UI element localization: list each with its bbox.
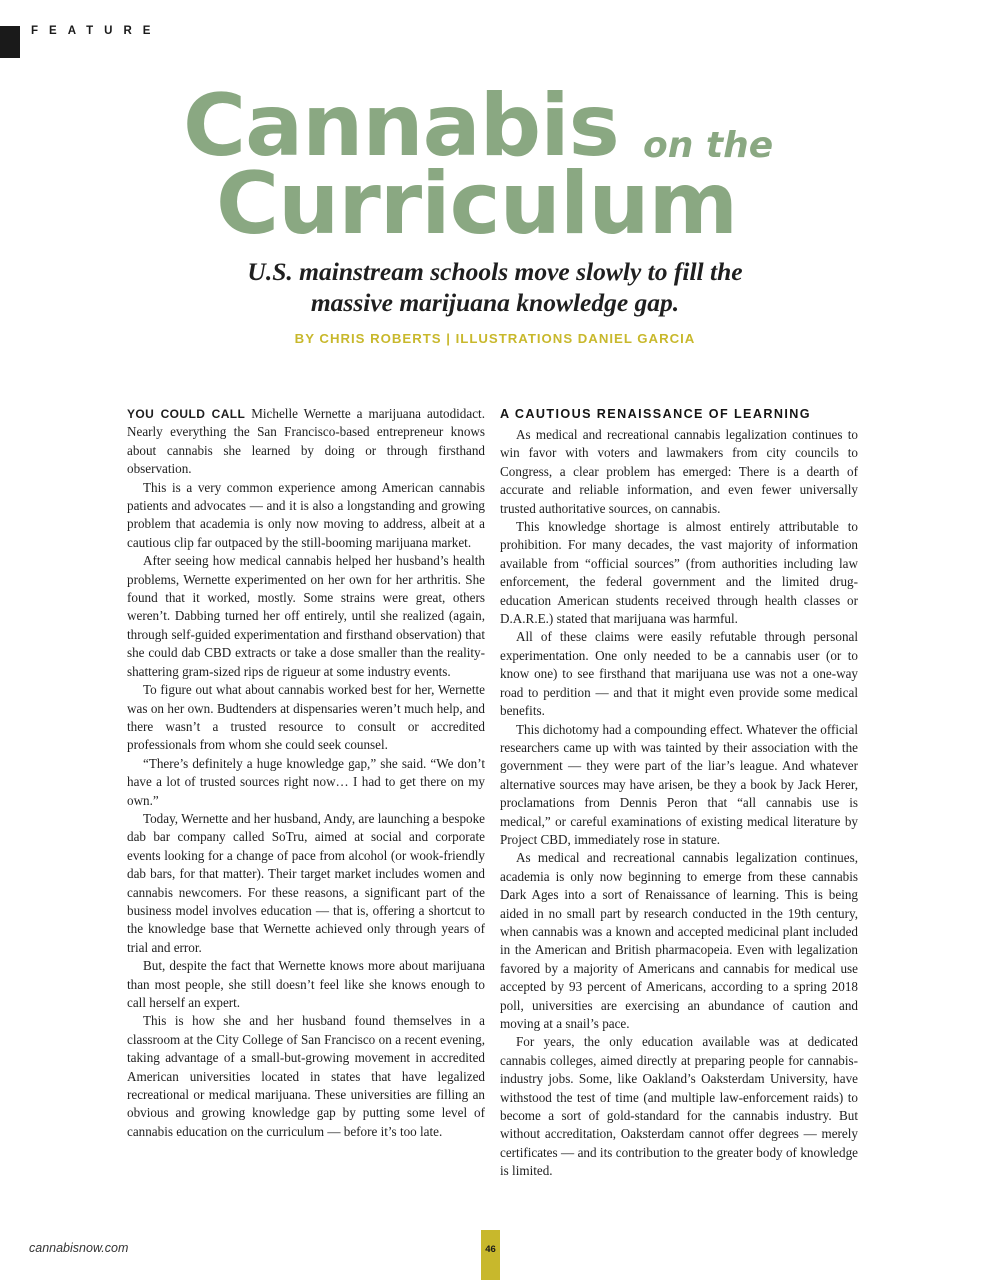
subtitle-line-1: U.S. mainstream schools move slowly to fill the (247, 257, 743, 286)
article-left-column (127, 405, 485, 1141)
article-paragraph: But, despite the fact that Wernette knows more about marijuana than most people, she still doesn’t feel like she knows enough to call herself an expert. (127, 958, 485, 1010)
headline-word-cannabis: Cannabis (183, 76, 619, 176)
page-number: 46 (481, 1230, 500, 1280)
article-paragraph: “There’s definitely a huge knowledge gap,” she said. “We don’t have a lot of trusted sources right now… I had to get there on my own.” (127, 755, 485, 808)
article-paragraph: This knowledge shortage is almost entirely attributable to prohibition. For many decades, the vast majority of information available from “official sources” (from authorities including law enforcement, the federal government and the limited drug-education American students received through health classes or D.A.R.E.) stated that marijuana was harmful. (500, 519, 858, 627)
article-paragraph: All of these claims were easily refutable through personal experimentation. One only needed to be a cannabis user (or to know one) to see firsthand that marijuana use was not a one-way road to perdition — and that it might even provide some medical benefits. (500, 629, 858, 719)
paragraph-text: Michelle Wernette a marijuana autodidact. Nearly everything the San Francisco-based entrepreneur knows about cannabis she learned by doing or through firsthand observation. (127, 406, 485, 477)
section-label: FEATURE (31, 25, 162, 37)
article-paragraph: This dichotomy had a compounding effect. Whatever the official researchers came up with was tainted by their association with the government — they were part of the liar’s league. And whatever alternative sources may have arisen, be they a book by Jack Herer, proclamations from Dennis Peron that “all cannabis use is medical,” or careful examinations of existing medical literature by Project CBD, immediately rose in stature. (500, 721, 858, 847)
subtitle-line-2: massive marijuana knowledge gap. (310, 288, 680, 317)
article-paragraph: As medical and recreational cannabis legalization continues to win favor with voters and lawmakers from city councils to Congress, a clear problem has emerged: There is a dearth of accurate and reliable information, and even fewer universally trusted authoritative sources, on cannabis. (500, 427, 858, 516)
article-paragraph: As medical and recreational cannabis legalization continues, academia is only now beginning to emerge from these cannabis Dark Ages into a sort of Renaissance of learning. This is being aided in no small part by research conducted in the 19th century, when cannabis was a known and accepted medicinal plant included in the American and British pharmacopeia. Even with legalization favored by a majority of Americans and cannabis for medical use accepted by 93 percent of Americans, according to a spring 2018 poll, universities are exercising an abundance of caution and moving at a snail’s pace. (500, 850, 858, 1031)
article-paragraph: This is how she and her husband found themselves in a classroom at the City College of San Francisco on a recent evening, taking advantage of a small-but-growing movement in accredited American universities located in states that have legalized recreational or medical marijuana. These universities are filling an obvious and growing knowledge gap by putting some level of cannabis education on the curriculum — before it’s too late. (127, 1013, 485, 1139)
section-subhead: A CAUTIOUS RENAISSANCE OF LEARNING (500, 407, 811, 421)
article-right-column (500, 405, 858, 1181)
lead-in: YOU COULD CALL (127, 407, 246, 421)
byline: BY CHRIS ROBERTS | ILLUSTRATIONS DANIEL GARCIA (294, 331, 696, 346)
article-paragraph (127, 405, 485, 479)
article-paragraph: For years, the only education available was at dedicated cannabis colleges, aimed directly at preparing people for cannabis-industry jobs. Some, like Oakland’s Oaksterdam University, have withstood the test of time (and multiple law-enforcement raids) to become a sort of gold-standard for the cannabis industry. But without accreditation, Oaksterdam cannot offer degrees — merely certificates — and its contribution to the greater body of knowledge is limited. (500, 1034, 858, 1179)
section-marker-block (0, 26, 20, 58)
article-paragraph: This is a very common experience among American cannabis patients and advocates — and it is also a longstanding and growing problem that academia is only now moving to address, albeit at a cautious clip far outpaced by the still-booming marijuana market. (127, 479, 485, 550)
headline-connector: on the (643, 125, 774, 166)
article-paragraph: After seeing how medical cannabis helped her husband’s health problems, Wernette experimented on her own for her arthritis. She found that it worked, mostly. Some strains were great, others weren’t. Dabbing turned her off entirely, until she realized (again, through self-guided experimentation and firsthand observation) that she could dab CBD extracts or take a dose smaller than the reality-shattering gram-sized rips de rigueur at some industry events. (127, 553, 485, 679)
subtitle (150, 256, 840, 318)
footer-website: cannabisnow.com (29, 1241, 129, 1255)
article-paragraph: Today, Wernette and her husband, Andy, are launching a bespoke dab bar company called SoTru, aimed at social and corporate events looking for a change of pace from alcohol (or wook-friendly dab bars, for that matter). Their target market includes women and cannabis newcomers. For these reasons, a significant part of the business model involves education — that is, offering a shortcut to the knowledge base that Wernette achieved only through years of trial and error. (127, 810, 485, 955)
article-paragraph: To figure out what about cannabis worked best for her, Wernette was on her own. Budtenders at dispensaries weren’t much help, and there wasn’t a trusted resource to consult or accredited professionals from whom she could seek counsel. (127, 682, 485, 753)
headline-word-curriculum: Curriculum (216, 154, 738, 254)
